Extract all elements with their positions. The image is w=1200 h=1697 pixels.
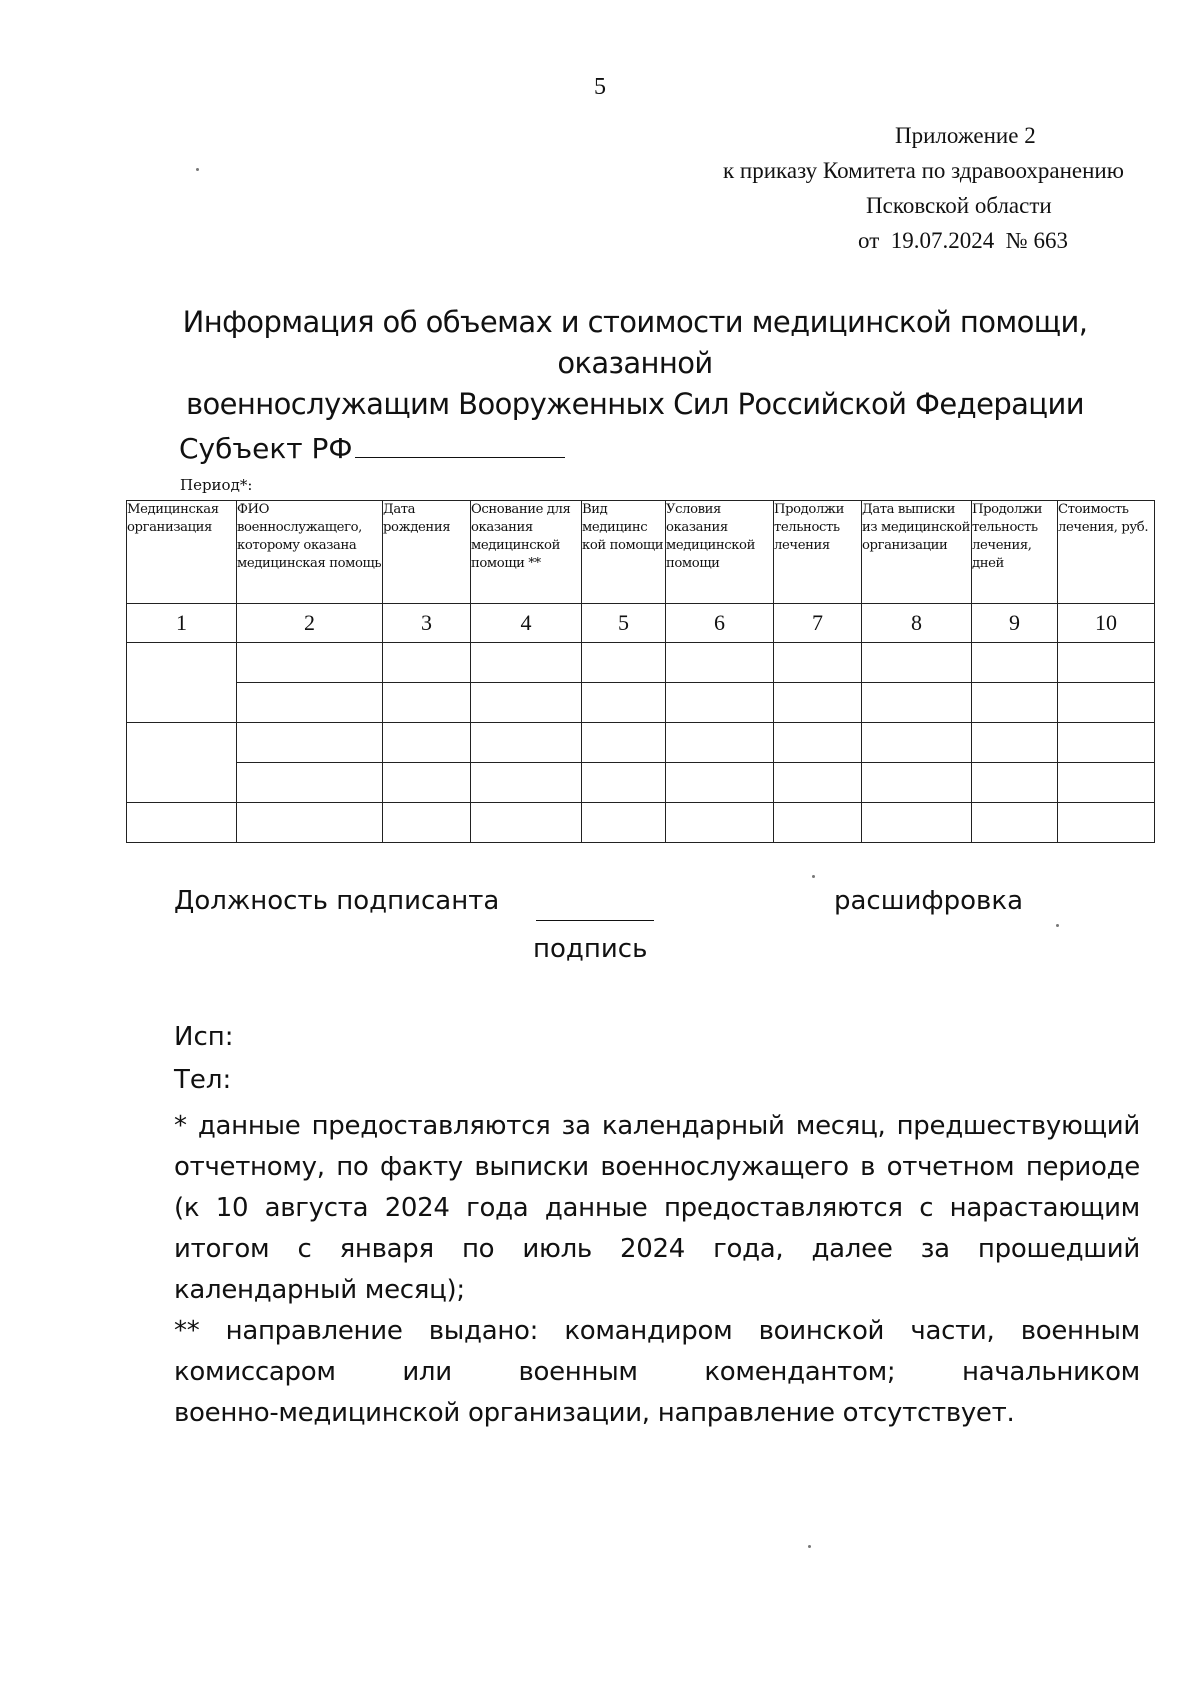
table-row — [127, 723, 1155, 763]
table-cell — [972, 683, 1058, 723]
table-cell — [666, 643, 774, 683]
table-cell — [582, 643, 666, 683]
column-number: 1 — [127, 604, 237, 643]
header-cell: Продолжи тельность лечения — [774, 501, 862, 604]
table-cell — [237, 683, 383, 723]
title-line: военнослужащим Вооруженных Сил Российской Федерации — [186, 387, 1084, 421]
table-header-row — [127, 501, 1155, 604]
table-cell — [972, 763, 1058, 803]
table-cell — [774, 683, 862, 723]
table-cell — [127, 723, 237, 803]
column-number: 5 — [582, 604, 666, 643]
subject-label: Субъект РФ — [179, 432, 353, 465]
table-cell — [237, 723, 383, 763]
column-number: 4 — [471, 604, 582, 643]
table-cell — [666, 723, 774, 763]
table-cell — [1058, 763, 1155, 803]
table-cell — [383, 723, 471, 763]
header-cell: Дата рождения — [383, 501, 471, 604]
executor-label: Исп: — [174, 1022, 234, 1052]
table-cell — [862, 803, 972, 843]
phone-label: Тел: — [174, 1065, 232, 1095]
scan-speck — [812, 875, 815, 878]
signature-caption: подпись — [533, 934, 648, 964]
subject-blank-line — [355, 433, 565, 458]
table-cell — [862, 723, 972, 763]
signatory-position-label: Должность подписанта — [174, 886, 500, 916]
table-cell — [237, 763, 383, 803]
table-cell — [1058, 803, 1155, 843]
decoding-label: расшифровка — [834, 886, 1024, 916]
table-cell — [471, 683, 582, 723]
header-cell: Условия оказания медицинской помощи — [666, 501, 774, 604]
report-table — [126, 500, 1155, 843]
table-cell — [1058, 643, 1155, 683]
appendix-line: от 19.07.2024 № 663 — [858, 228, 1068, 253]
table-cell — [666, 803, 774, 843]
table-cell — [471, 803, 582, 843]
period-label: Период*: — [180, 476, 253, 494]
header-cell: Медицинская организация — [127, 501, 237, 604]
column-number-row — [127, 604, 1155, 643]
table-cell — [862, 763, 972, 803]
table-cell — [1058, 683, 1155, 723]
table-cell — [383, 643, 471, 683]
table-row — [127, 803, 1155, 843]
scan-speck — [196, 168, 199, 171]
column-number: 6 — [666, 604, 774, 643]
document-title — [150, 302, 1120, 425]
header-cell: ФИО военнослужащего, которому оказана медицинская помощь — [237, 501, 383, 604]
appendix-line: Псковской области — [866, 193, 1052, 218]
scan-speck — [1056, 924, 1059, 927]
table-cell — [774, 803, 862, 843]
page-number: 5 — [594, 74, 606, 100]
header-cell: Стоимость лечения, руб. — [1058, 501, 1155, 604]
table-cell — [383, 763, 471, 803]
column-number: 3 — [383, 604, 471, 643]
table-cell — [471, 643, 582, 683]
footnote-2-line-1: ** направление выдано: командиром воинской части, военным комиссаром или военным комендантом; начальником — [174, 1316, 1140, 1387]
table-cell — [127, 643, 237, 723]
footnote-2-line-2: военно-медицинской организации, направление отсутствует. — [174, 1398, 1015, 1428]
table-cell — [666, 683, 774, 723]
table-cell — [127, 803, 237, 843]
table-cell — [582, 803, 666, 843]
table-cell — [972, 803, 1058, 843]
table-row — [127, 763, 1155, 803]
table-row — [127, 683, 1155, 723]
table-cell — [1058, 723, 1155, 763]
column-number: 9 — [972, 604, 1058, 643]
table-cell — [582, 763, 666, 803]
table-cell — [582, 723, 666, 763]
table-cell — [666, 763, 774, 803]
column-number: 2 — [237, 604, 383, 643]
scan-speck — [808, 1545, 811, 1548]
table-cell — [862, 683, 972, 723]
subject-field — [179, 432, 565, 465]
table-cell — [383, 803, 471, 843]
table-cell — [774, 763, 862, 803]
column-number: 7 — [774, 604, 862, 643]
signature-blank-line — [536, 920, 654, 921]
table-cell — [237, 803, 383, 843]
table-cell — [383, 683, 471, 723]
table-cell — [774, 643, 862, 683]
header-cell: Продолжи тельность лечения, дней — [972, 501, 1058, 604]
column-number: 10 — [1058, 604, 1155, 643]
appendix-line: к приказу Комитета по здравоохранению — [723, 158, 1124, 183]
header-cell: Дата выписки из медицинской организации — [862, 501, 972, 604]
table-cell — [471, 723, 582, 763]
footnotes — [174, 1106, 1140, 1434]
table-cell — [582, 683, 666, 723]
footnote-1: * данные предоставляются за календарный месяц, предшествующий отчетному, по факту выписки военнослужащего в отчетном периоде (к 10 августа 2024 года данные предоставляются с нарастающим итогом с января по июль 2024 года, далее за прошедший календарный месяц); — [174, 1111, 1140, 1305]
column-number: 8 — [862, 604, 972, 643]
header-cell: Основание для оказания медицинской помощи ** — [471, 501, 582, 604]
table-row — [127, 643, 1155, 683]
table-cell — [774, 723, 862, 763]
header-cell: Вид медицинс кой помощи — [582, 501, 666, 604]
title-line: Информация об объемах и стоимости медицинской помощи, оказанной — [182, 305, 1088, 380]
table-cell — [471, 763, 582, 803]
table-cell — [237, 643, 383, 683]
table-cell — [972, 723, 1058, 763]
table-cell — [972, 643, 1058, 683]
table-cell — [862, 643, 972, 683]
appendix-line: Приложение 2 — [895, 123, 1036, 148]
